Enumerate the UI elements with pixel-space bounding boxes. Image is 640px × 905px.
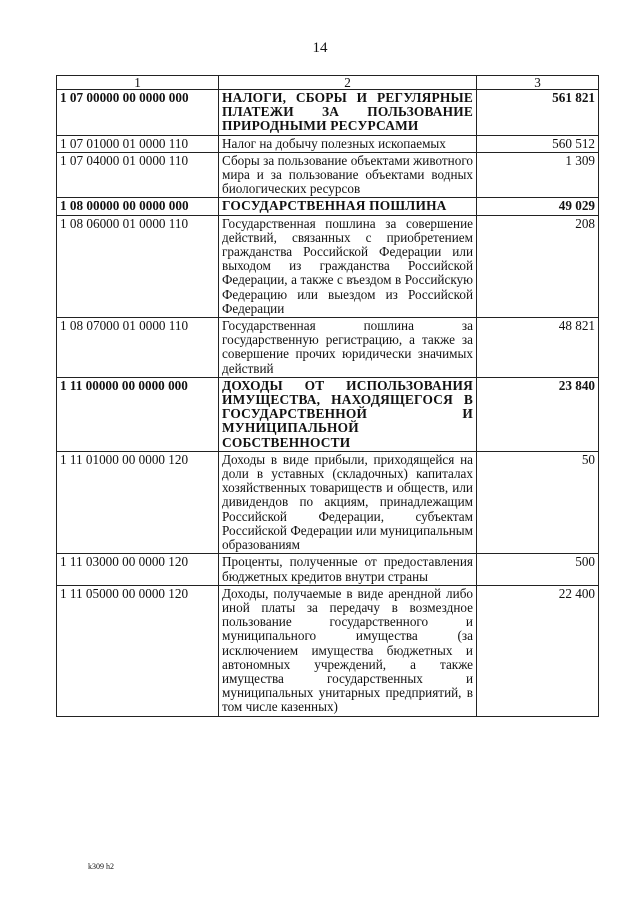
- classification-code: 1 08 07000 01 0000 110: [57, 318, 219, 378]
- table-row: [57, 152, 599, 198]
- amount: 22 400: [477, 585, 599, 716]
- revenue-name: Налог на добычу полезных ископаемых: [219, 135, 477, 152]
- revenue-name: ГОСУДАРСТВЕННАЯ ПОШЛИНА: [219, 198, 477, 215]
- classification-code: 1 11 05000 00 0000 120: [57, 585, 219, 716]
- revenue-name: Проценты, полученные от предоставления бюджетных кредитов внутри страны: [219, 554, 477, 585]
- revenue-name: Государственная пошлина за совершение действий, связанных с приобретением гражданства Российской Федерации или выходом из гражданства Российской Федерации, а также с въездом в Российскую Федерацию или выездом из Российской Федерации: [219, 215, 477, 317]
- table-section-row: [57, 377, 599, 451]
- amount: 49 029: [477, 198, 599, 215]
- document-footer-code: k309 h2: [88, 862, 114, 871]
- amount: 48 821: [477, 318, 599, 378]
- revenue-name: НАЛОГИ, СБОРЫ И РЕГУЛЯРНЫЕ ПЛАТЕЖИ ЗА ПОЛЬЗОВАНИЕ ПРИРОДНЫМИ РЕСУРСАМИ: [219, 90, 477, 136]
- classification-code: 1 08 00000 00 0000 000: [57, 198, 219, 215]
- amount: 561 821: [477, 90, 599, 136]
- page-number: 14: [312, 40, 328, 56]
- table-row: [57, 318, 599, 378]
- budget-table: [56, 75, 599, 717]
- revenue-name: Доходы, получаемые в виде арендной либо иной платы за передачу в возмездное пользование государственного и муниципального имущества (за исключением имущества бюджетных и автономных учреждений, а также имущества государственных и муниципальных унитарных предприятий, в том числе казенных): [219, 585, 477, 716]
- amount: 208: [477, 215, 599, 317]
- amount: 1 309: [477, 152, 599, 198]
- classification-code: 1 07 00000 00 0000 000: [57, 90, 219, 136]
- table-section-row: [57, 90, 599, 136]
- revenue-name: ДОХОДЫ ОТ ИСПОЛЬЗОВАНИЯ ИМУЩЕСТВА, НАХОДЯЩЕГОСЯ В ГОСУДАРСТВЕННОЙ И МУНИЦИПАЛЬНОЙ СОБСТВЕННОСТИ: [219, 377, 477, 451]
- amount: 23 840: [477, 377, 599, 451]
- table-row: [57, 215, 599, 317]
- table-row: [57, 451, 599, 553]
- table-section-row: [57, 198, 599, 215]
- table-row: [57, 554, 599, 585]
- column-header: 3: [477, 76, 599, 90]
- amount: 50: [477, 451, 599, 553]
- classification-code: 1 11 03000 00 0000 120: [57, 554, 219, 585]
- revenue-name: Государственная пошлина за государственную регистрацию, а также за совершение прочих юридически значимых действий: [219, 318, 477, 378]
- revenue-name: Сборы за пользование объектами животного мира и за пользование объектами водных биологических ресурсов: [219, 152, 477, 198]
- classification-code: 1 07 04000 01 0000 110: [57, 152, 219, 198]
- column-header: 2: [219, 76, 477, 90]
- classification-code: 1 08 06000 01 0000 110: [57, 215, 219, 317]
- table-row: [57, 585, 599, 716]
- classification-code: 1 11 00000 00 0000 000: [57, 377, 219, 451]
- classification-code: 1 07 01000 01 0000 110: [57, 135, 219, 152]
- amount: 560 512: [477, 135, 599, 152]
- column-header: 1: [57, 76, 219, 90]
- classification-code: 1 11 01000 00 0000 120: [57, 451, 219, 553]
- amount: 500: [477, 554, 599, 585]
- revenue-name: Доходы в виде прибыли, приходящейся на доли в уставных (складочных) капиталах хозяйственных товариществ и обществ, или дивидендов по акциям, принадлежащим Российской Федерации, субъектам Российской Федерации или муниципальным образованиям: [219, 451, 477, 553]
- table-row: [57, 135, 599, 152]
- column-number-row: [57, 76, 599, 90]
